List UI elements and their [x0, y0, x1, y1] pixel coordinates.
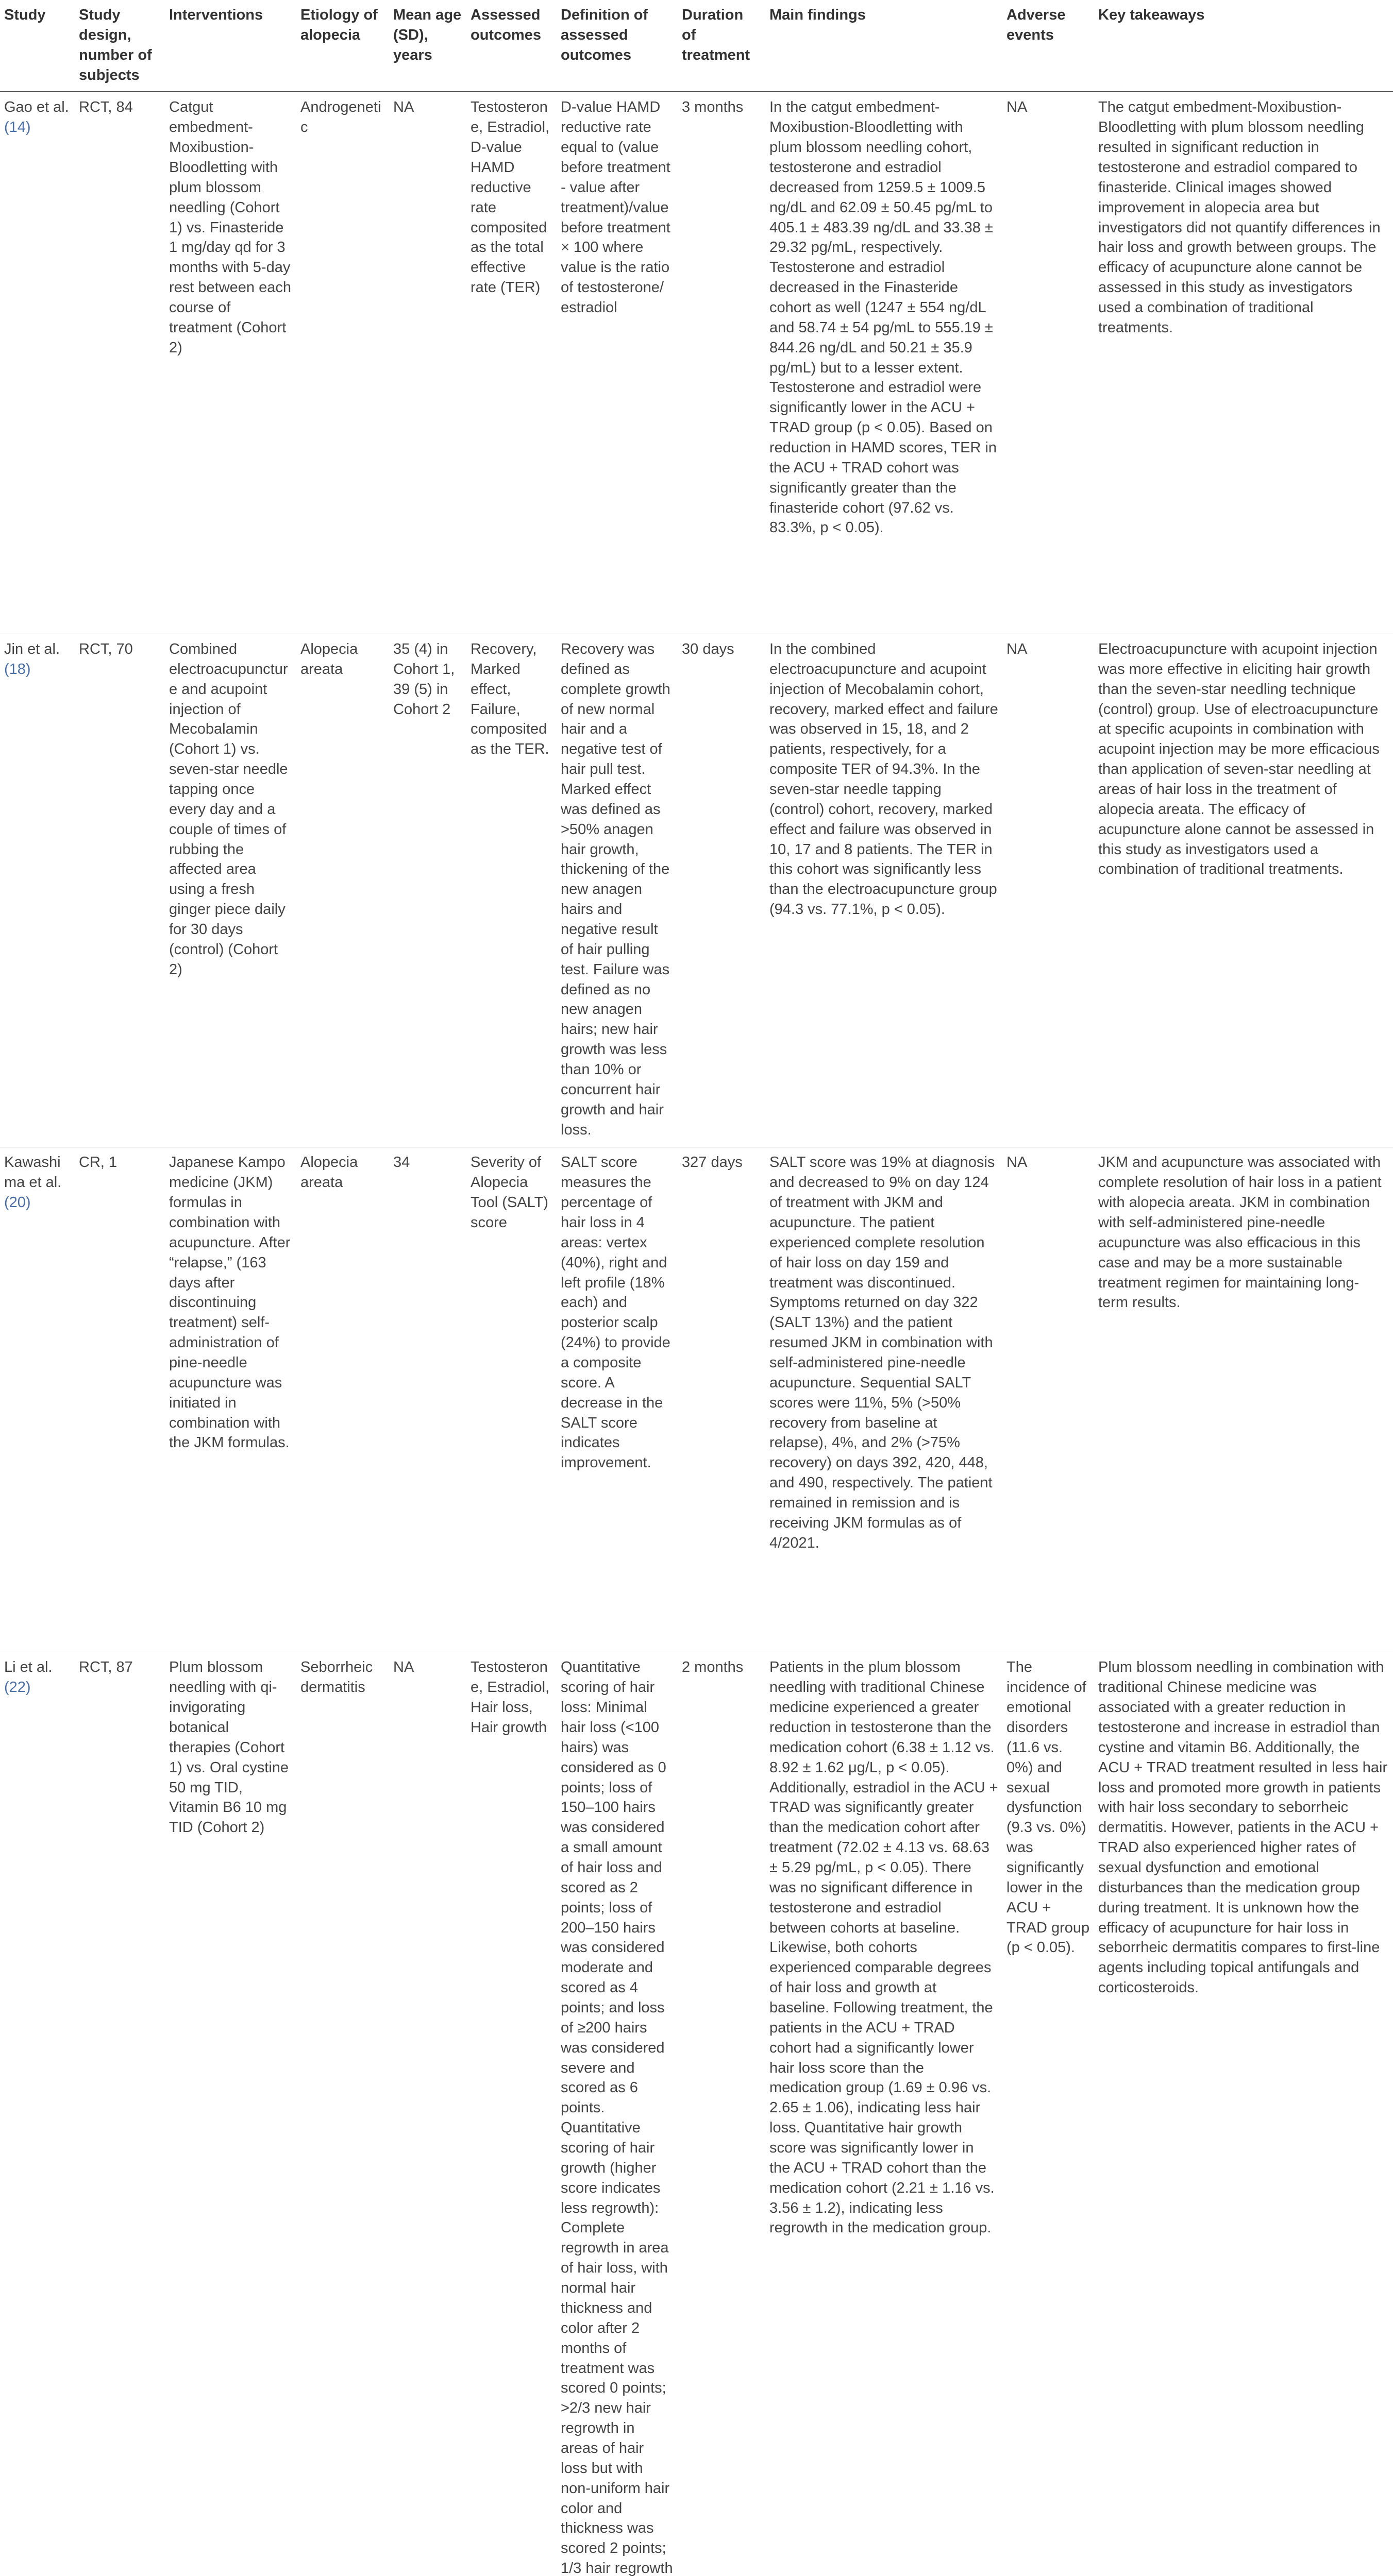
cell-takeaways: The catgut embedment-Moxibustion-Bloodletting with plum blossom needling resulted in significant reduction in testosterone and estradiol compared to finasteride. Clinical images showed improvement in alopecia area but investigators did not quantify differences in hair loss and growth between groups. The efficacy of acupuncture alone cannot be assessed in this study as investigators used a combination of traditional treatments. — [1094, 92, 1393, 634]
cell-design: RCT, 70 — [75, 634, 165, 1147]
cell-interventions: Combined electroacupuncture and acupoint injection of Mecobalamin (Cohort 1) vs. seven-star needle tapping once every day and a couple of times of rubbing the affected area using a fresh ginger piece daily for 30 days (control) (Cohort 2) — [165, 634, 296, 1147]
cell-outcomes: Testosterone, Estradiol, D-value HAMD reductive rate composited as the total effective rate (TER) — [466, 92, 557, 634]
header-outcome-definitions: Definition of assessed outcomes — [557, 0, 678, 92]
cell-age: NA — [389, 1652, 466, 2576]
header-row — [0, 0, 1393, 92]
header-interventions: Interventions — [165, 0, 296, 92]
cell-definition: SALT score measures the percentage of hair loss in 4 areas: vertex (40%), right and left profile (18% each) and posterior scalp (24%) to provide a composite score. A decrease in the SALT score indicates improvement. — [557, 1147, 678, 1652]
cell-findings: In the combined electroacupuncture and acupoint injection of Mecobalamin cohort, recovery, marked effect and failure was observed in 15, 18, and 2 patients, respectively, for a composite TER of 94.3%. In the seven-star needle tapping (control) cohort, recovery, marked effect and failure was observed in 10, 17 and 8 patients. The TER in this cohort was significantly less than the electroacupuncture group (94.3 vs. 77.1%, p < 0.05). — [765, 634, 1002, 1147]
cell-duration: 30 days — [678, 634, 765, 1147]
table-row — [0, 1652, 1393, 2576]
cell-definition: Quantitative scoring of hair loss: Minimal hair loss (<100 hairs) was considered as 0 points; loss of 150–100 hairs was considered a small amount of hair loss and scored as 2 points; loss of 200–150 hairs was considered moderate and scored as 4 points; and loss of ≥200 hairs was considered severe and scored as 6 points. Quantitative scoring of hair growth (higher score indicates less regrowth): Complete regrowth in area of hair loss, with normal hair thickness and color after 2 months of treatment was scored 0 points; >2/3 new hair regrowth in areas of hair loss but with non-uniform hair color and thickness was scored 2 points; 1/3 hair regrowth — [557, 1652, 678, 2576]
cell-interventions: Plum blossom needling with qi-invigorating botanical therapies (Cohort 1) vs. Oral cystine 50 mg TID, Vitamin B6 10 mg TID (Cohort 2) — [165, 1652, 296, 2576]
cell-design: CR, 1 — [75, 1147, 165, 1652]
reference-link[interactable]: (22) — [4, 1679, 31, 1696]
cell-etiology: Androgenetic — [296, 92, 389, 634]
cell-takeaways: Electroacupuncture with acupoint injection was more effective in eliciting hair growth than the seven-star needling technique (control) group. Use of electroacupuncture at specific acupoints in combination with acupoint injection may be more efficacious than application of seven-star needling at areas of hair loss in the treatment of alopecia areata. The efficacy of acupuncture alone cannot be assessed in this study as investigators used a combination of traditional treatments. — [1094, 634, 1393, 1147]
cell-definition: Recovery was defined as complete growth of new normal hair and a negative test of hair pull test. Marked effect was defined as >50% anagen hair growth, thickening of the new anagen hairs and negative result of hair pulling test. Failure was defined as no new anagen hairs; new hair growth was less than 10% or concurrent hair growth and hair loss. — [557, 634, 678, 1147]
study-name: Jin et al. — [4, 640, 60, 657]
table-row — [0, 92, 1393, 634]
header-study: Study — [0, 0, 75, 92]
cell-etiology: Alopecia areata — [296, 634, 389, 1147]
study-name: Li et al. — [4, 1659, 53, 1676]
cell-interventions: Japanese Kampo medicine (JKM) formulas in combination with acupuncture. After “relapse,” (163 days after discontinuing treatment) self-administration of pine-needle acupuncture was initiated in combination with the JKM formulas. — [165, 1147, 296, 1652]
reference-link[interactable]: (18) — [4, 660, 31, 677]
header-mean-age: Mean age (SD), years — [389, 0, 466, 92]
cell-etiology: Seborrheic dermatitis — [296, 1652, 389, 2576]
header-etiology: Etiology of alopecia — [296, 0, 389, 92]
cell-definition: D-value HAMD reductive rate equal to (value before treatment - value after treatment)/value before treatment × 100 where value is the ratio of testosterone/ estradiol — [557, 92, 678, 634]
cell-adverse: The incidence of emotional disorders (11.6 vs. 0%) and sexual dysfunction (9.3 vs. 0%) was significantly lower in the ACU + TRAD group (p < 0.05). — [1002, 1652, 1094, 2576]
cell-adverse: NA — [1002, 1147, 1094, 1652]
header-main-findings: Main findings — [765, 0, 1002, 92]
cell-study — [0, 92, 75, 634]
cell-study — [0, 1652, 75, 2576]
cell-study — [0, 1147, 75, 1652]
cell-duration: 327 days — [678, 1147, 765, 1652]
table-row — [0, 634, 1393, 1147]
table-header — [0, 0, 1393, 92]
cell-duration: 2 months — [678, 1652, 765, 2576]
header-adverse-events: Adverse events — [1002, 0, 1094, 92]
cell-interventions: Catgut embedment-Moxibustion-Bloodletting with plum blossom needling (Cohort 1) vs. Finasteride 1 mg/day qd for 3 months with 5-day rest between each course of treatment (Cohort 2) — [165, 92, 296, 634]
cell-takeaways: Plum blossom needling in combination with traditional Chinese medicine was associated with a greater reduction in testosterone and increase in estradiol than cystine and vitamin B6. Additionally, the ACU + TRAD treatment resulted in less hair loss and promoted more growth in patients with hair loss secondary to seborrheic dermatitis. However, patients in the ACU + TRAD also experienced higher rates of sexual dysfunction and emotional disturbances than the medication group during treatment. It is unknown how the efficacy of acupuncture for hair loss in seborrheic dermatitis compares to first-line agents including topical antifungals and corticosteroids. — [1094, 1652, 1393, 2576]
reference-link[interactable]: (20) — [4, 1194, 31, 1211]
cell-findings: Patients in the plum blossom needling with traditional Chinese medicine experienced a greater reduction in testosterone than the medication cohort (6.38 ± 1.12 vs. 8.92 ± 1.62 μg/L, p < 0.05). Additionally, estradiol in the ACU + TRAD was significantly greater than the medication cohort after treatment (72.02 ± 4.13 vs. 68.63 ± 5.29 pg/mL, p < 0.05). There was no significant difference in testosterone and estradiol between cohorts at baseline. Likewise, both cohorts experienced comparable degrees of hair loss and growth at baseline. Following treatment, the patients in the ACU + TRAD cohort had a significantly lower hair loss score than the medication group (1.69 ± 0.96 vs. 2.65 ± 1.06), indicating less hair loss. Quantitative hair growth score was significantly lower in the ACU + TRAD cohort than the medication cohort (2.21 ± 1.16 vs. 3.56 ± 1.2), indicating less regrowth in the medication group. — [765, 1652, 1002, 2576]
cell-findings: SALT score was 19% at diagnosis and decreased to 9% on day 124 of treatment with JKM and acupuncture. The patient experienced complete resolution of hair loss on day 159 and treatment was discontinued. Symptoms returned on day 322 (SALT 13%) and the patient resumed JKM in combination with self-administered pine-needle acupuncture. Sequential SALT scores were 11%, 5% (>50% recovery from baseline at relapse), 4%, and 2% (>75% recovery) on days 392, 420, 448, and 490, respectively. The patient remained in remission and is receiving JKM formulas as of 4/2021. — [765, 1147, 1002, 1652]
cell-etiology: Alopecia areata — [296, 1147, 389, 1652]
header-duration: Duration of treatment — [678, 0, 765, 92]
cell-study — [0, 634, 75, 1147]
table-row — [0, 1147, 1393, 1652]
cell-age: 34 — [389, 1147, 466, 1652]
cell-design: RCT, 84 — [75, 92, 165, 634]
header-study-design: Study design, number of subjects — [75, 0, 165, 92]
cell-age: 35 (4) in Cohort 1, 39 (5) in Cohort 2 — [389, 634, 466, 1147]
study-name: Kawashima et al. — [4, 1154, 62, 1191]
cell-outcomes: Testosterone, Estradiol, Hair loss, Hair growth — [466, 1652, 557, 2576]
cell-outcomes: Recovery, Marked effect, Failure, composited as the TER. — [466, 634, 557, 1147]
header-assessed-outcomes: Assessed outcomes — [466, 0, 557, 92]
reference-link[interactable]: (14) — [4, 119, 31, 136]
table-body — [0, 92, 1393, 2576]
cell-adverse: NA — [1002, 634, 1094, 1147]
cell-takeaways: JKM and acupuncture was associated with complete resolution of hair loss in a patient with alopecia areata. JKM in combination with self-administered pine-needle acupuncture was also efficacious in this case and may be a more sustainable treatment regimen for maintaining long-term results. — [1094, 1147, 1393, 1652]
cell-adverse: NA — [1002, 92, 1094, 634]
study-name: Gao et al. — [4, 99, 69, 116]
cell-findings: In the catgut embedment-Moxibustion-Bloodletting with plum blossom needling cohort, testosterone and estradiol decreased from 1259.5 ± 1009.5 ng/dL and 62.09 ± 50.45 pg/mL to 405.1 ± 483.39 ng/dL and 33.38 ± 29.32 pg/mL, respectively. Testosterone and estradiol decreased in the Finasteride cohort as well (1247 ± 554 ng/dL and 58.74 ± 54 pg/mL to 555.19 ± 844.26 ng/dL and 50.21 ± 35.9 pg/mL) but to a lesser extent. Testosterone and estradiol were significantly lower in the ACU + TRAD group (p < 0.05). Based on reduction in HAMD scores, TER in the ACU + TRAD cohort was significantly greater than the finasteride cohort (97.62 vs. 83.3%, p < 0.05). — [765, 92, 1002, 634]
cell-design: RCT, 87 — [75, 1652, 165, 2576]
cell-outcomes: Severity of Alopecia Tool (SALT) score — [466, 1147, 557, 1652]
cell-duration: 3 months — [678, 92, 765, 634]
header-key-takeaways: Key takeaways — [1094, 0, 1393, 92]
cell-age: NA — [389, 92, 466, 634]
